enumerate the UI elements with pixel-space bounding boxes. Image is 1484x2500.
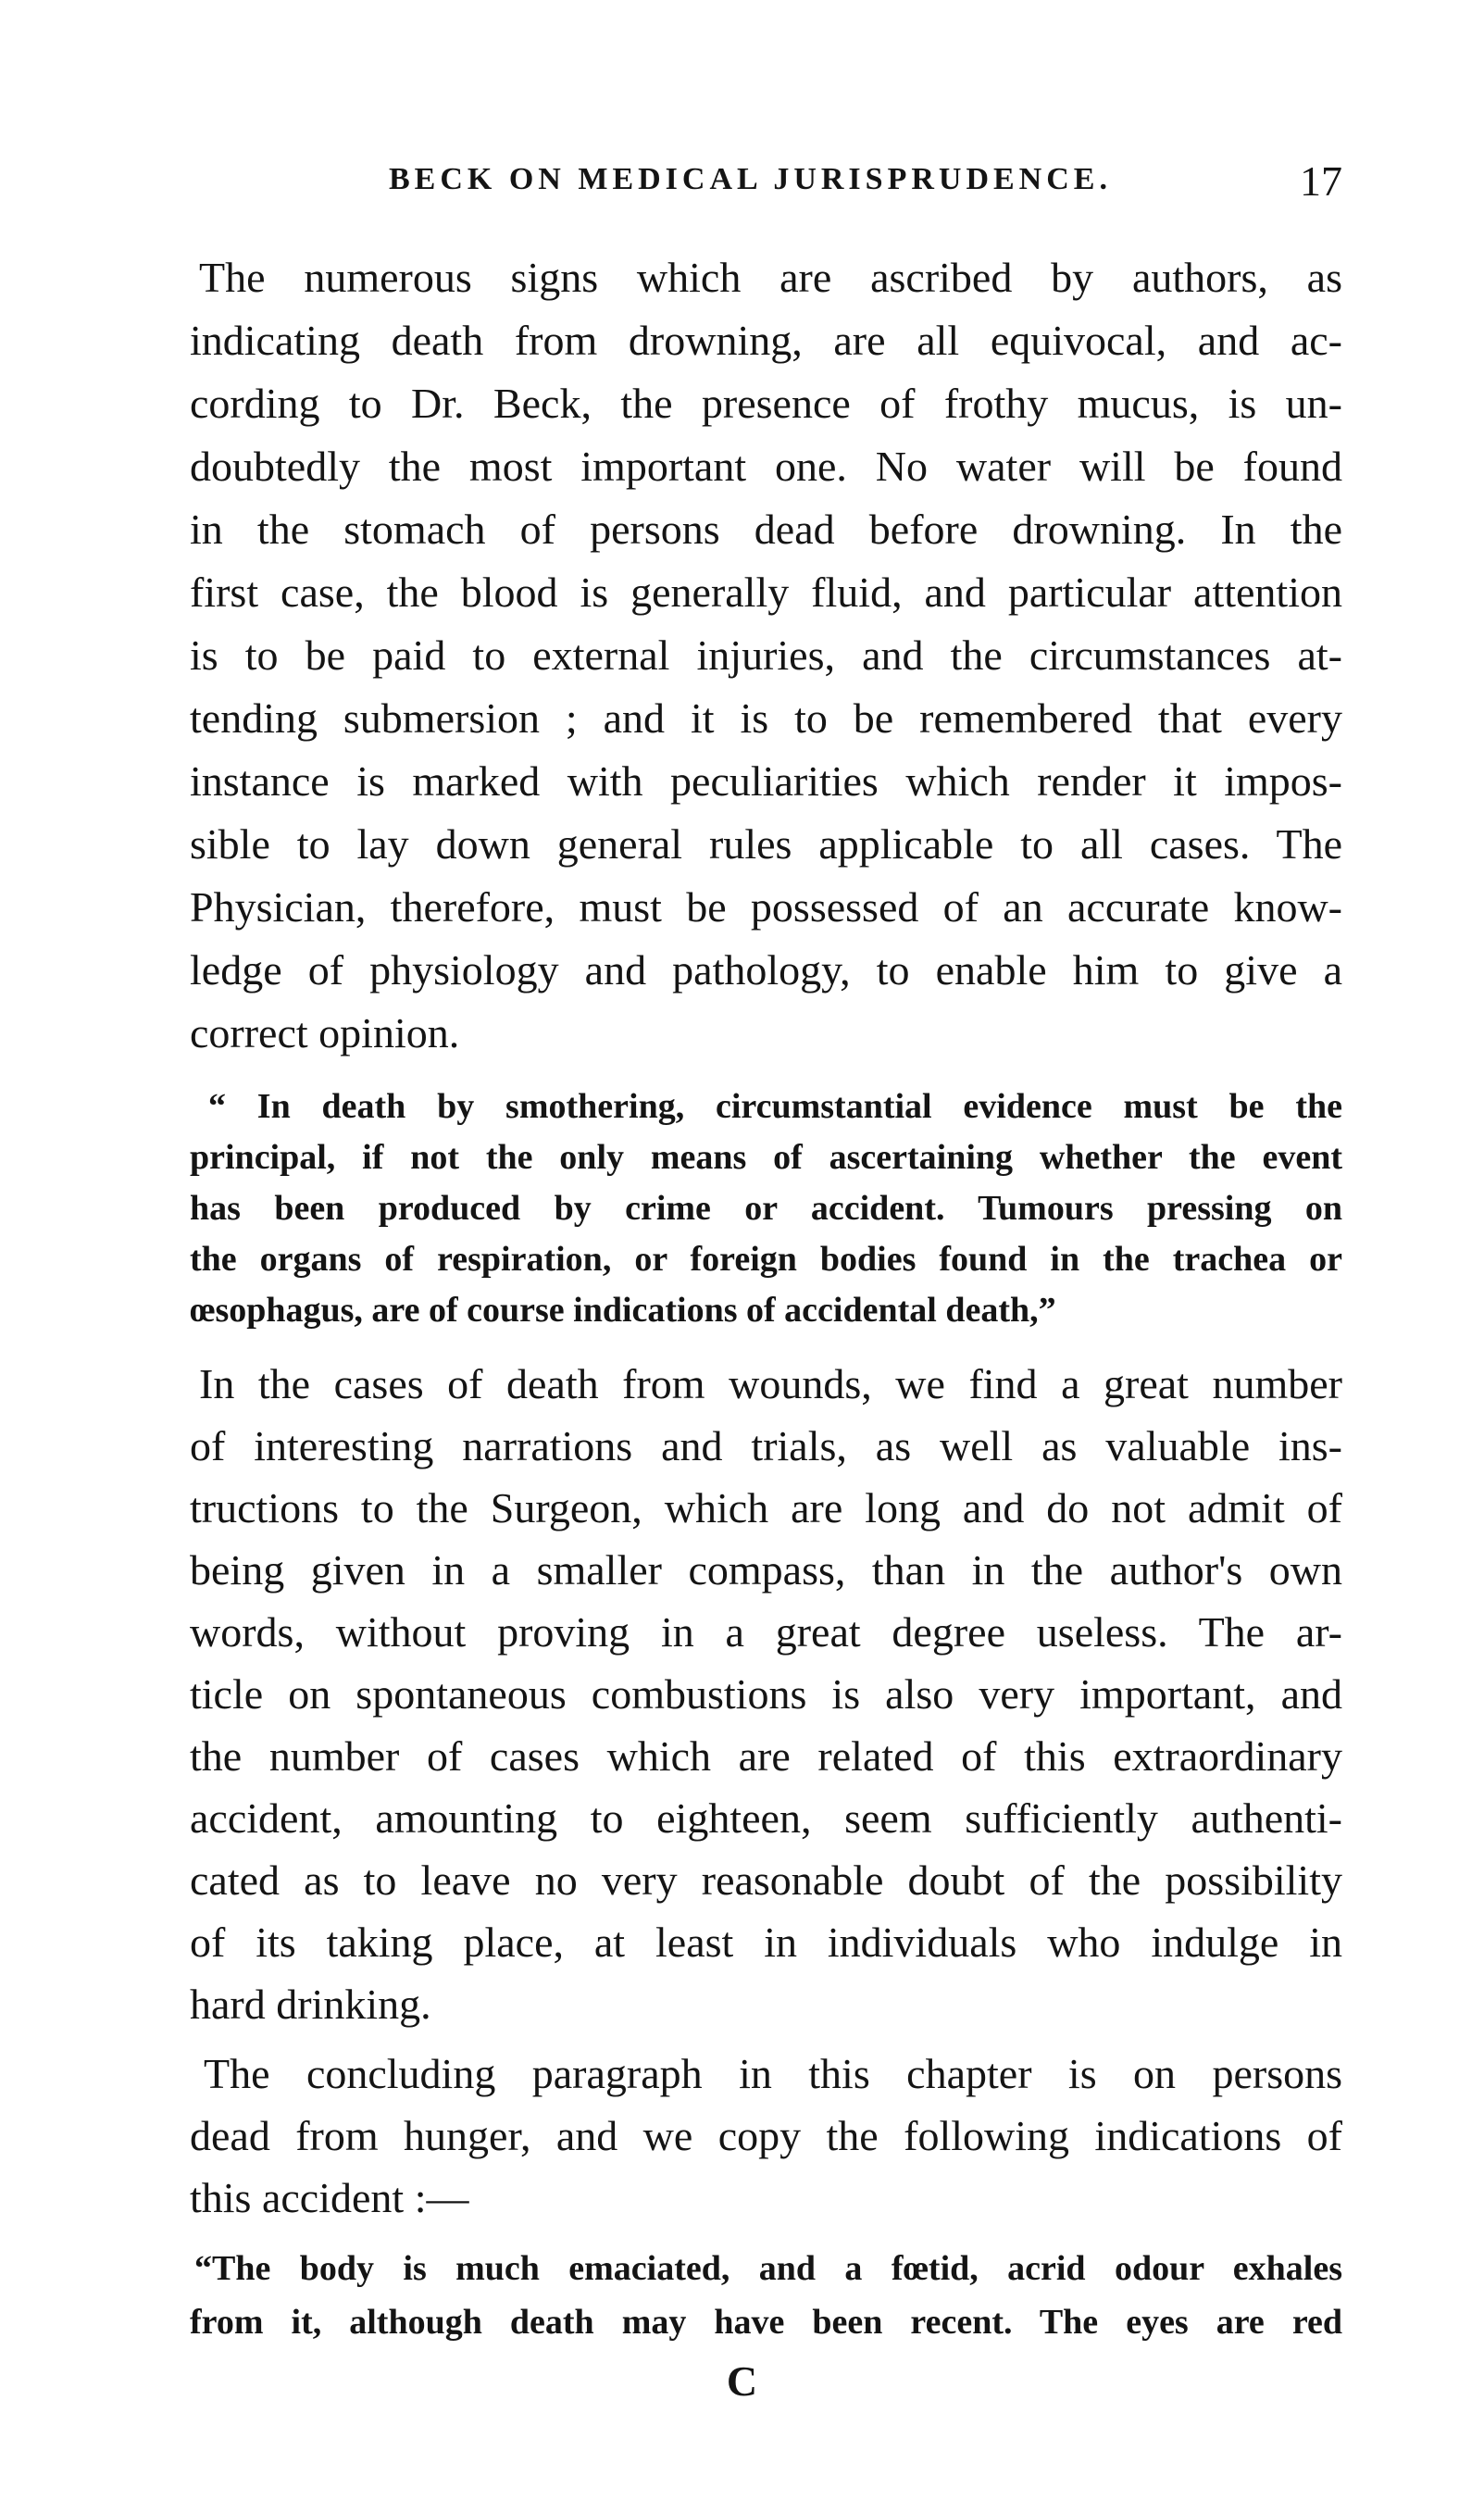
text-line: in the stomach of persons dead before drowning. In the <box>190 506 1342 553</box>
quote-line: has been produced by crime or accident. Tumours pressing on <box>190 1189 1342 1228</box>
quote-line: from it, although death may have been recent. The eyes are red <box>190 2303 1342 2342</box>
text-line: cording to Dr. Beck, the presence of frothy mucus, is un- <box>190 380 1342 427</box>
quote-line: principal, if not the only means of ascertaining whether the event <box>190 1138 1342 1177</box>
text-line: of interesting narrations and trials, as well as valuable ins- <box>190 1422 1342 1469</box>
text-line: correct opinion. <box>190 1009 460 1056</box>
text-line: the number of cases which are related of this extraordinary <box>190 1732 1342 1780</box>
text-line: doubtedly the most important one. No water will be found <box>190 443 1342 490</box>
running-title: BECK ON MEDICAL JURISPRUDENCE. <box>389 162 1112 196</box>
text-line: The numerous signs which are ascribed by authors, as <box>199 254 1342 301</box>
text-line: instance is marked with peculiarities which render it impos- <box>190 757 1342 805</box>
text-line: ticle on spontaneous combustions is also very important, and <box>190 1670 1342 1718</box>
text-line: of its taking place, at least in individuals who indulge in <box>190 1919 1342 1966</box>
text-line: being given in a smaller compass, than in the author's own <box>190 1546 1342 1594</box>
text-line: In the cases of death from wounds, we find a great number <box>199 1360 1342 1407</box>
text-line: tructions to the Surgeon, which are long and do not admit of <box>190 1484 1342 1531</box>
text-line: first case, the blood is generally fluid, and particular attention <box>190 569 1342 616</box>
text-line: dead from hunger, and we copy the following indications of <box>190 2112 1342 2159</box>
text-line: The concluding paragraph in this chapter is on persons <box>204 2050 1342 2097</box>
text-line: indicating death from drowning, are all equivocal, and ac- <box>190 317 1342 364</box>
signature-mark: C <box>726 2357 758 2405</box>
text-line: ledge of physiology and pathology, to enable him to give a <box>190 946 1342 994</box>
text-line: tending submersion ; and it is to be remembered that every <box>190 694 1342 742</box>
text-line: cated as to leave no very reasonable doubt of the possibility <box>190 1856 1342 1904</box>
quote-line: “The body is much emaciated, and a fœtid, acrid odour exhales <box>194 2249 1342 2288</box>
quote-line: œsophagus, are of course indications of accidental death,” <box>190 1291 1056 1330</box>
text-line: hard drinking. <box>190 1981 431 2028</box>
quote-line: “ In death by smothering, circumstantial evidence must be the <box>208 1087 1342 1126</box>
text-line: words, without proving in a great degree useless. The ar- <box>190 1608 1342 1656</box>
text-line: is to be paid to external injuries, and the circumstances at- <box>190 631 1342 679</box>
text-line: accident, amounting to eighteen, seem sufficiently authenti- <box>190 1794 1342 1842</box>
text-line: Physician, therefore, must be possessed of an accurate know- <box>190 883 1342 931</box>
page-header <box>190 157 1342 218</box>
page-number: 17 <box>1300 157 1342 205</box>
quote-line: the organs of respiration, or foreign bodies found in the trachea or <box>190 1240 1342 1279</box>
text-line: this accident :— <box>190 2174 469 2221</box>
text-line: sible to lay down general rules applicable to all cases. The <box>190 820 1342 868</box>
